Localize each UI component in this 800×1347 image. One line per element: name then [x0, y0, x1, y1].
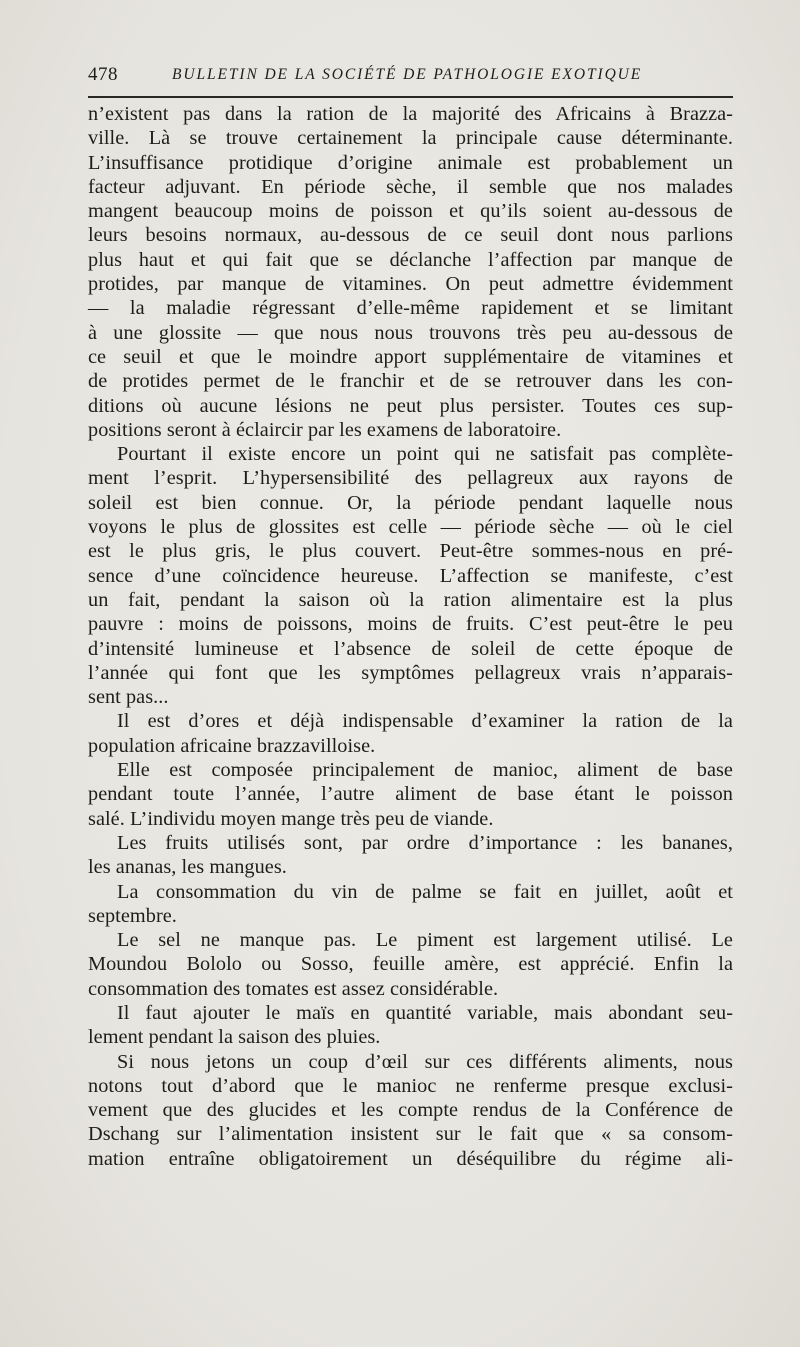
- text-line: est le plus gris, le plus couvert. Peut-être sommes-nous en pré-: [88, 540, 733, 563]
- text-line: mangent beaucoup moins de poisson et qu’ils soient au-dessous de: [88, 200, 733, 223]
- text-line: l’année qui font que les symptômes pellagreux vrais n’apparais-: [88, 661, 733, 684]
- text-line: Les fruits utilisés sont, par ordre d’importance : les bananes,: [117, 831, 733, 854]
- text-line: lement pendant la saison des pluies.: [88, 1026, 381, 1049]
- text-line: sence d’une coïncidence heureuse. L’affection se manifeste, c’est: [88, 564, 733, 587]
- body-text: [88, 102, 733, 1171]
- text-line: septembre.: [88, 904, 177, 927]
- text-line: Le sel ne manque pas. Le piment est largement utilisé. Le: [117, 929, 733, 952]
- text-line: Pourtant il existe encore un point qui ne satisfait pas complète-: [117, 443, 733, 466]
- text-line: à une glossite — que nous nous trouvons très peu au-dessous de: [88, 321, 733, 344]
- text-line: Moundou Bololo ou Sosso, feuille amère, est apprécié. Enfin la: [88, 953, 733, 976]
- text-line: vement que des glucides et les compte rendus de la Conférence de: [88, 1099, 733, 1122]
- running-head: [88, 62, 733, 90]
- text-line: La consommation du vin de palme se fait en juillet, août et: [117, 880, 733, 903]
- text-line: d’intensité lumineuse et l’absence de soleil de cette époque de: [88, 637, 733, 660]
- header-rule: [88, 96, 733, 98]
- text-line: notons tout d’abord que le manioc ne renferme presque exclusi-: [88, 1074, 733, 1097]
- text-line: soleil est bien connue. Or, la période pendant laquelle nous: [88, 491, 733, 514]
- text-line: L’insuffisance protidique d’origine animale est probablement un: [88, 151, 733, 174]
- text-line: leurs besoins normaux, au-dessous de ce seuil dont nous parlions: [88, 224, 733, 247]
- text-line: — la maladie régressant d’elle-même rapidement et se limitant: [88, 297, 733, 320]
- page-number: 478: [88, 64, 118, 85]
- text-line: Il faut ajouter le maïs en quantité variable, mais abondant seu-: [117, 1001, 733, 1024]
- text-line: consommation des tomates est assez considérable.: [88, 977, 499, 1000]
- text-line: un fait, pendant la saison où la ration alimentaire est la plus: [88, 588, 733, 611]
- text-line: sent pas...: [88, 686, 169, 709]
- text-line: facteur adjuvant. En période sèche, il semble que nos malades: [88, 175, 733, 198]
- text-line: pauvre : moins de poissons, moins de fruits. C’est peut-être le peu: [88, 613, 733, 636]
- text-line: ville. Là se trouve certainement la principale cause déterminante.: [88, 127, 733, 150]
- text-line: n’existent pas dans la ration de la majorité des Africains à Brazza-: [88, 103, 733, 125]
- text-line: ditions où aucune lésions ne peut plus persister. Toutes ces sup-: [88, 394, 733, 417]
- text-line: salé. L’individu moyen mange très peu de viande.: [88, 807, 494, 830]
- text-line: voyons le plus de glossites est celle — période sèche — où le ciel: [88, 516, 733, 539]
- text-line: protides, par manque de vitamines. On peut admettre évidemment: [88, 273, 733, 296]
- text-line: Dschang sur l’alimentation insistent sur le fait que « sa consom-: [88, 1123, 733, 1146]
- text-line: Il est d’ores et déjà indispensable d’examiner la ration de la: [117, 710, 733, 733]
- journal-title: BULLETIN DE LA SOCIÉTÉ DE PATHOLOGIE EXOTIQUE: [172, 66, 643, 83]
- text-line: pendant toute l’année, l’autre aliment de base étant le poisson: [88, 783, 733, 806]
- text-line: ce seuil et que le moindre apport supplémentaire de vitamines et: [88, 345, 733, 368]
- text-line: ment l’esprit. L’hypersensibilité des pellagreux aux rayons de: [88, 467, 733, 490]
- text-line: Elle est composée principalement de manioc, aliment de base: [117, 759, 733, 782]
- text-line: Si nous jetons un coup d’œil sur ces différents aliments, nous: [117, 1050, 733, 1073]
- text-line: mation entraîne obligatoirement un déséquilibre du régime ali-: [88, 1147, 733, 1170]
- text-line: population africaine brazzavilloise.: [88, 734, 376, 757]
- text-line: de protides permet de le franchir et de se retrouver dans les con-: [88, 370, 733, 393]
- text-line: positions seront à éclaircir par les examens de laboratoire.: [88, 418, 562, 441]
- text-line: les ananas, les mangues.: [88, 856, 287, 879]
- text-line: plus haut et qui fait que se déclanche l’affection par manque de: [88, 248, 733, 271]
